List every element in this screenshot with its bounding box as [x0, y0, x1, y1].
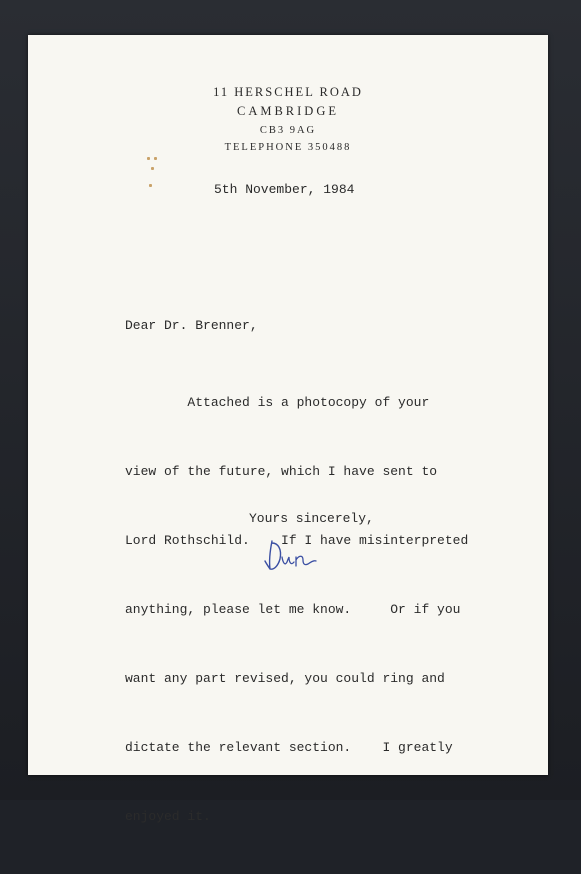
letter-closing: Yours sincerely, [249, 511, 374, 526]
handwritten-signature [264, 535, 324, 580]
body-line: want any part revised, you could ring and [125, 671, 445, 686]
pencil-mark [147, 157, 150, 160]
body-line: anything, please let me know. Or if you [125, 602, 461, 617]
body-line: Lord Rothschild. If I have misinterpreted [125, 533, 469, 548]
pencil-mark [151, 167, 154, 170]
letterhead-postcode: CB3 9AG [259, 125, 317, 136]
letter-date: 5th November, 1984 [214, 182, 355, 197]
body-line: Attached is a photocopy of your [125, 395, 430, 410]
letter-salutation: Dear Dr. Brenner, [125, 318, 258, 333]
letter-sheet [28, 35, 548, 824]
signature-svg [264, 535, 324, 575]
body-line: enjoyed it. [125, 809, 211, 824]
letter-body [125, 345, 505, 874]
pencil-mark [154, 157, 157, 160]
letterhead-telephone: TELEPHONE 350488 [224, 142, 352, 153]
pencil-mark [149, 184, 152, 187]
body-line: view of the future, which I have sent to [125, 464, 438, 479]
letterhead-street: 11 HERSCHEL ROAD [213, 85, 363, 99]
body-line: dictate the relevant section. I greatly [125, 740, 453, 755]
letterhead [148, 85, 428, 153]
letterhead-city: CAMBRIDGE [236, 104, 339, 118]
